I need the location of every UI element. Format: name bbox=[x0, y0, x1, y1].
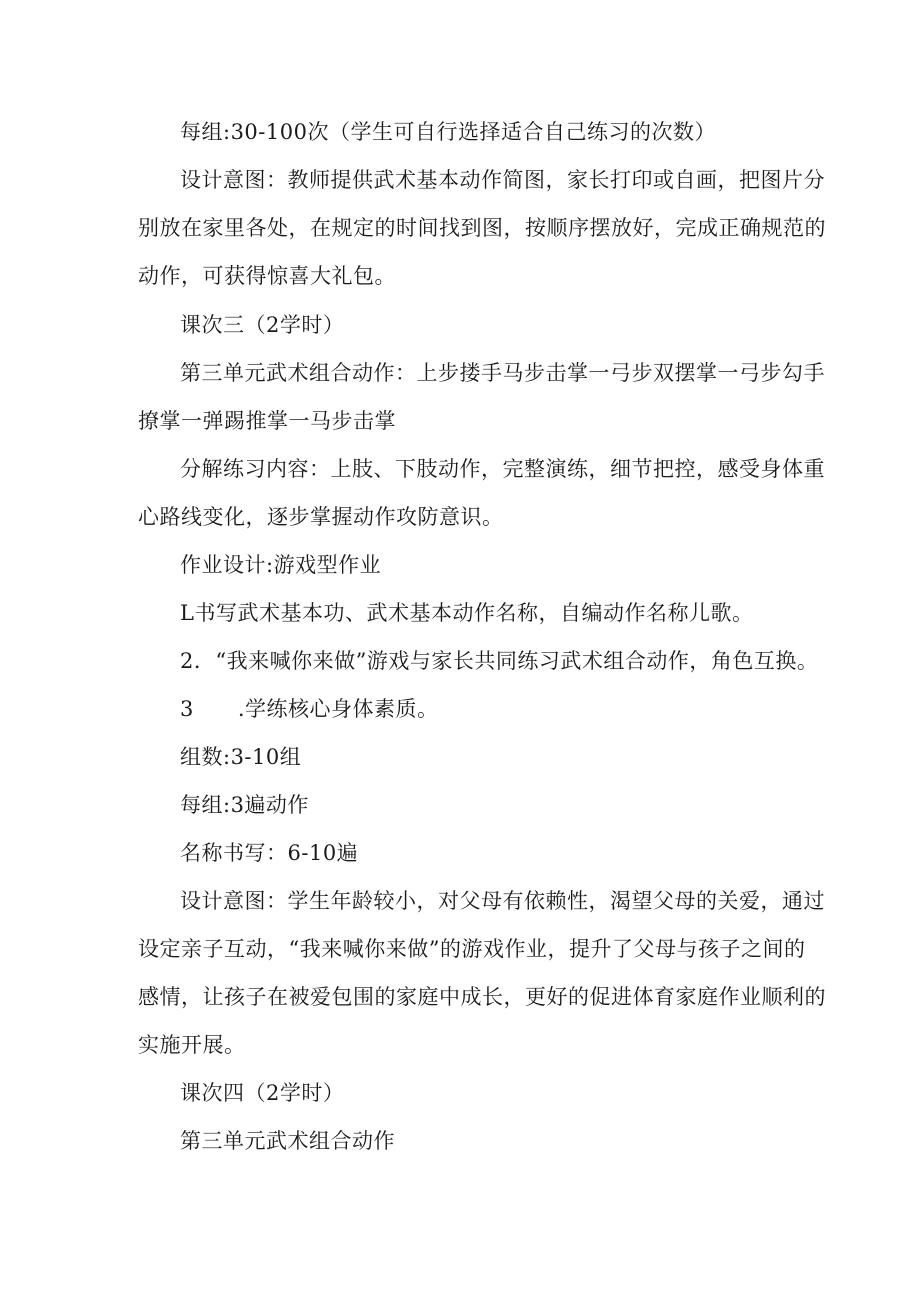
text-line: 作业设计:游戏型作业 bbox=[180, 553, 382, 577]
text-line: 撩掌一弹踢推掌一马步击掌 bbox=[138, 409, 396, 433]
text-line: 感情，让孩子在被爱包围的家庭中成长，更好的促进体育家庭作业顺利的 bbox=[138, 985, 826, 1009]
section-heading: 课次四（2学时） bbox=[180, 1081, 345, 1105]
text-line: 名称书写：6-10遍 bbox=[180, 841, 359, 865]
list-item-text: .学练核心身体素质。 bbox=[237, 697, 439, 721]
text-line: 实施开展。 bbox=[138, 1033, 246, 1057]
text-line: 心路线变化，逐步掌握动作攻防意识。 bbox=[138, 505, 504, 529]
list-item-number: 3 bbox=[180, 697, 194, 721]
list-item: 2．“我来喊你来做”游戏与家长共同练习武术组合动作，角色互换。 bbox=[180, 649, 819, 673]
text-line: 设计意图：教师提供武术基本动作简图，家长打印或自画，把图片分 bbox=[180, 168, 825, 192]
text-line: 第三单元武术组合动作：上步搂手马步击掌一弓步双摆掌一弓步勾手 bbox=[180, 361, 825, 385]
section-heading: 课次三（2学时） bbox=[180, 313, 345, 337]
text-line: 组数:3-10组 bbox=[180, 745, 302, 769]
text-line: 每组:3遍动作 bbox=[180, 793, 309, 817]
text-line: 每组:30-100次（学生可自行选择适合自己练习的次数） bbox=[180, 120, 716, 144]
text-line: 别放在家里各处，在规定的时间找到图，按顺序摆放好，完成正确规范的 bbox=[138, 216, 826, 240]
text-line: 第三单元武术组合动作 bbox=[180, 1129, 395, 1153]
text-line: 动作，可获得惊喜大礼包。 bbox=[138, 264, 396, 288]
text-line: 设计意图：学生年龄较小，对父母有依赖性，渴望父母的关爱，通过 bbox=[180, 889, 825, 913]
list-item: L书写武术基本功、武术基本动作名称，自编动作名称儿歌。 bbox=[180, 601, 754, 625]
text-line: 设定亲子互动，“我来喊你来做”的游戏作业，提升了父母与孩子之间的 bbox=[138, 937, 806, 961]
text-line: 分解练习内容：上肢、下肢动作，完整演练，细节把控，感受身体重 bbox=[180, 457, 825, 481]
list-item bbox=[180, 694, 439, 724]
